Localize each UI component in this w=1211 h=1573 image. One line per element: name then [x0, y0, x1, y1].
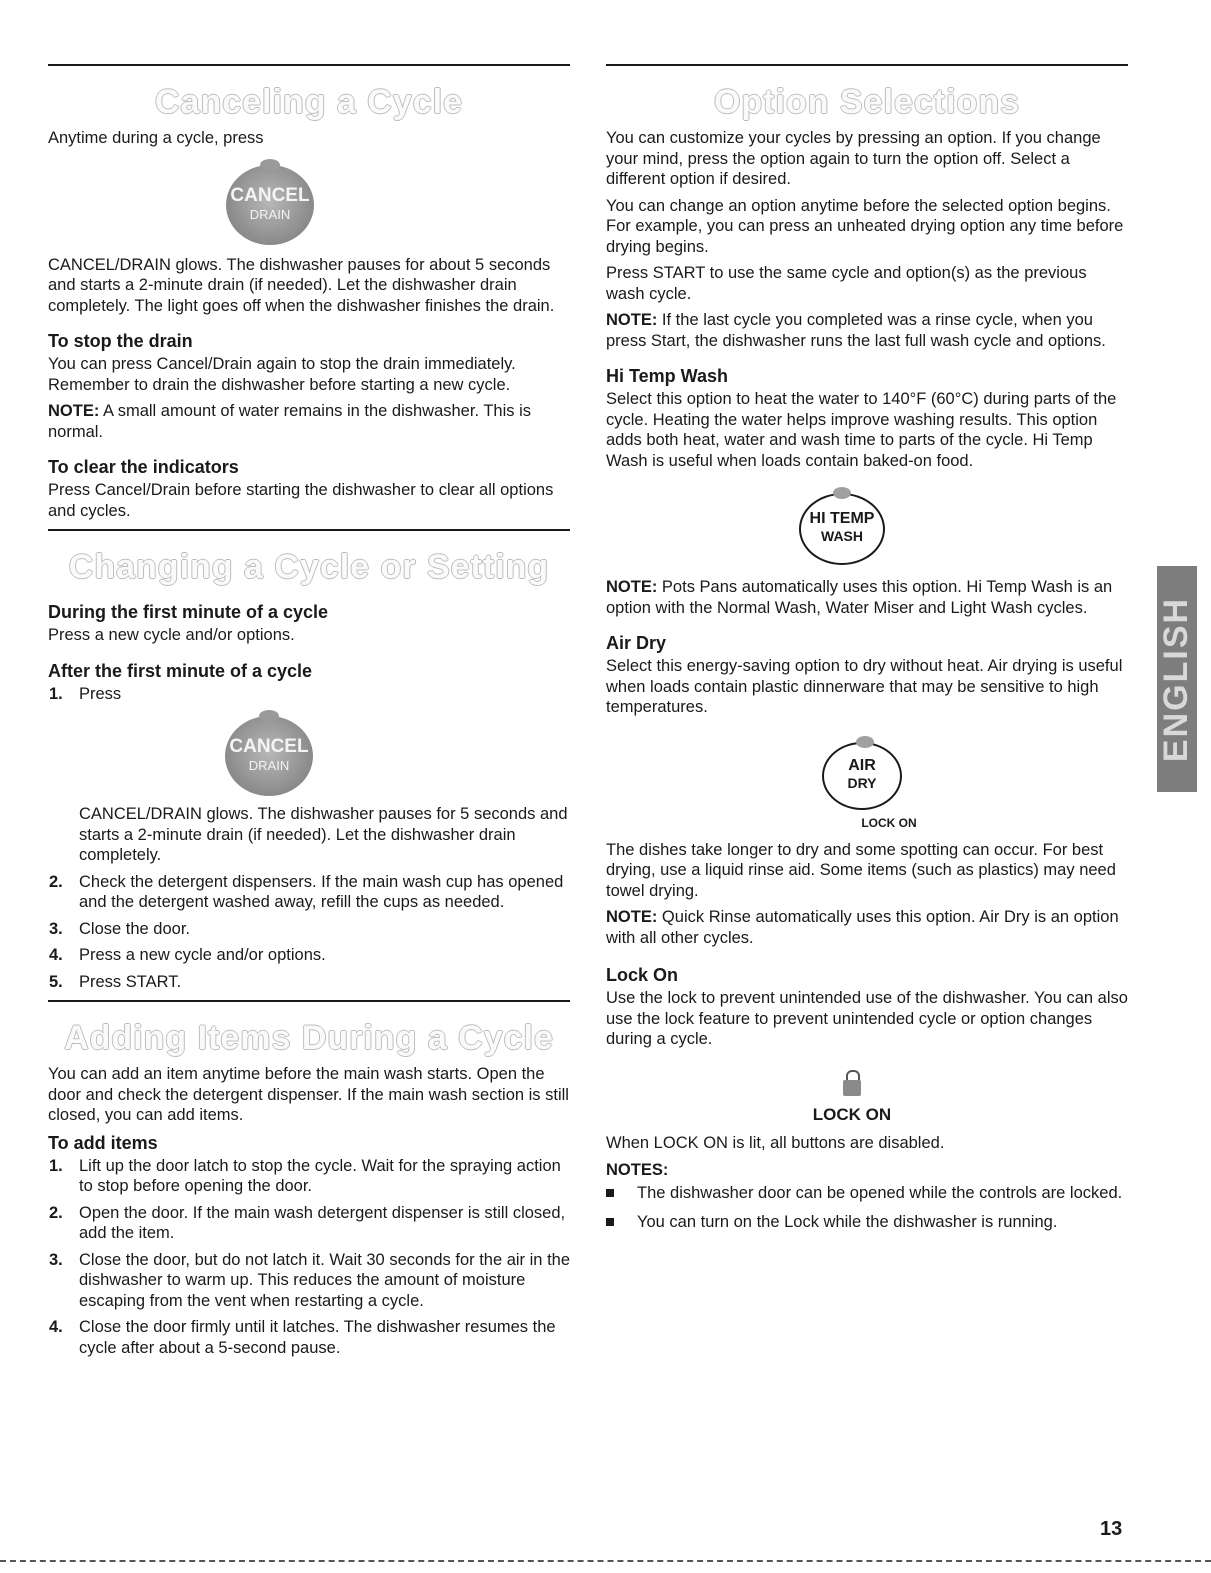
air-dry-note [606, 907, 1128, 948]
air-dry-heading: Air Dry [606, 633, 667, 653]
side-tab-label: ENGLISH [1157, 596, 1196, 762]
section-rule [48, 64, 570, 66]
clear-indicators-body: Press Cancel/Drain before starting the dishwasher to clear all options and cycles. [48, 481, 554, 520]
button-label-line1: AIR [848, 756, 876, 774]
language-side-tab [1157, 566, 1197, 792]
step-text: Check the detergent dispensers. If the main wash cup has opened and the detergent washed away, refill the cups as needed. [79, 872, 564, 911]
step-text: Press START. [79, 972, 182, 991]
step-number: 2. [49, 872, 63, 891]
cancel-note [48, 401, 570, 442]
step-text: Close the door firmly until it latches. The dishwasher resumes the cycle after about a 5-second pause. [79, 1318, 556, 1357]
list-item [48, 872, 570, 913]
cancel-body: CANCEL/DRAIN glows. The dishwasher pauses for about 5 seconds and starts a 2-minute drain (if needed). Let the dishwasher drain completely. The light goes off when the dishwasher finishes the drain. [48, 255, 555, 315]
section-title-adding: Adding Items During a Cycle [64, 1019, 554, 1057]
note-label: NOTE: [606, 578, 658, 596]
cancel-drain-button [225, 716, 313, 796]
lock-icon-wrap [576, 1070, 1128, 1101]
first-minute-body: Press a new cycle and/or options. [48, 626, 295, 644]
change-steps [48, 684, 570, 705]
stop-drain-body: You can press Cancel/Drain again to stop the drain immediately. Remember to drain the dishwasher before starting a new cycle. [48, 355, 516, 394]
hi-temp-note [606, 577, 1128, 618]
after-first-minute-heading: After the first minute of a cycle [48, 660, 313, 681]
lock-on-body: Use the lock to prevent unintended use of the dishwasher. You can also use the lock feature to prevent unintended cycle or option changes during a cycle. [606, 989, 1128, 1048]
change-steps-continued [48, 872, 570, 993]
list-item [48, 1250, 570, 1312]
air-dry-button [822, 742, 902, 810]
note-label: NOTE: [606, 908, 658, 926]
step-text: Press a new cycle and/or options. [79, 946, 326, 964]
cancel-drain-button-figure [48, 165, 570, 245]
indicator-light-icon [259, 710, 279, 722]
note-text: You can turn on the Lock while the dishwasher is running. [637, 1212, 1058, 1231]
air-dry-body-2: The dishes take longer to dry and some spotting can occur. For best drying, use a liquid rinse aid. Some items (such as plastics) may need towel drying. [606, 840, 1116, 900]
options-paragraph-1: You can customize your cycles by pressing an option. If you change your mind, press the option again to turn the option off. Select a different option if desired. [606, 129, 1101, 188]
button-label-line2: WASH [821, 528, 863, 544]
left-column [48, 64, 570, 1366]
note-label: NOTE: [48, 402, 100, 420]
lock-icon [843, 1070, 861, 1096]
note-text: The dishwasher door can be opened while the controls are locked. [637, 1184, 1123, 1202]
step-number: 5. [49, 972, 63, 991]
list-item [48, 919, 570, 940]
list-item [48, 972, 570, 993]
note-body: Pots Pans automatically uses this option. Hi Temp Wash is an option with the Normal Wash, Water Miser and Light Wash cycles. [606, 578, 1113, 617]
cancel-intro: Anytime during a cycle, press [48, 129, 264, 147]
step-number: 3. [49, 1250, 63, 1269]
adding-steps [48, 1156, 570, 1359]
options-note [606, 310, 1128, 351]
stop-drain-heading: To stop the drain [48, 331, 193, 351]
air-dry-button-figure [606, 742, 1128, 830]
button-label-line2: DRAIN [248, 758, 290, 773]
bullet-square-icon [606, 1189, 614, 1197]
section-rule [48, 529, 570, 531]
right-column [606, 64, 1128, 1240]
notes-list [606, 1183, 1128, 1232]
add-items-heading: To add items [48, 1132, 158, 1153]
hi-temp-wash-body: Select this option to heat the water to 140°F (60°C) during parts of the cycle. Heating the water helps improve washing results. This option adds both heat, water and wash time to parts of the cycle. Hi Temp Wash is useful when loads contain baked-on food. [606, 390, 1117, 470]
list-item [48, 1317, 570, 1358]
cancel-drain-button-figure [48, 716, 570, 796]
lock-on-label: LOCK ON [812, 1104, 892, 1124]
step-number: 1. [49, 684, 63, 703]
lock-on-caption: LOCK ON [861, 815, 917, 830]
section-title-changing: Changing a Cycle or Setting [68, 548, 550, 586]
section-rule [606, 64, 1128, 66]
step-number: 1. [49, 1156, 63, 1175]
adding-intro: You can add an item anytime before the main wash starts. Open the door and check the detergent dispenser. If the main wash section is still closed, you can add items. [48, 1065, 569, 1124]
note-body: A small amount of water remains in the dishwasher. This is normal. [48, 402, 531, 441]
button-label-line1: CANCEL [229, 736, 309, 757]
notes-heading: NOTES: [606, 1161, 669, 1179]
button-label-line2: DRY [847, 774, 877, 791]
list-item [48, 1203, 570, 1244]
list-item [606, 1183, 1128, 1204]
step-text: Close the door. [79, 919, 190, 938]
options-paragraph-2: You can change an option anytime before the selected option begins. For example, you can press an unheated drying option any time before drying begins. [606, 196, 1124, 256]
section-rule [48, 1000, 570, 1002]
first-minute-heading: During the first minute of a cycle [48, 602, 329, 622]
air-dry-body: Select this energy-saving option to dry without heat. Air drying is useful when loads contain plastic dinnerware that may be sensitive to high temperatures. [606, 657, 1123, 716]
step-number: 2. [49, 1203, 63, 1222]
step-number: 4. [49, 946, 63, 964]
indicator-light-icon [260, 159, 280, 171]
list-item [48, 1156, 570, 1197]
list-item [606, 1212, 1128, 1233]
note-body: Quick Rinse automatically uses this option. Air Dry is an option with all other cycles. [606, 908, 1119, 947]
indicator-light-icon [833, 487, 851, 499]
button-label-line1: HI TEMP [809, 510, 875, 527]
step-text: Press [79, 684, 122, 703]
lock-on-figure [606, 1070, 1128, 1125]
step1-body: CANCEL/DRAIN glows. The dishwasher pauses for 5 seconds and starts a 2-minute drain (if needed). Let the dishwasher drain completely. [79, 805, 568, 864]
clear-indicators-heading: To clear the indicators [48, 457, 239, 477]
hi-temp-wash-heading: Hi Temp Wash [606, 366, 729, 386]
list-item [48, 684, 570, 705]
step-text: Close the door, but do not latch it. Wait 30 seconds for the air in the dishwasher to warm up. This reduces the amount of moisture escaping from the vent when restarting a cycle. [79, 1250, 571, 1310]
section-title-canceling: Canceling a Cycle [154, 83, 463, 121]
indicator-light-icon [856, 736, 874, 748]
step-text: Lift up the door latch to stop the cycle. Wait for the spraying action to stop before opening the door. [79, 1156, 561, 1195]
step-number: 4. [49, 1318, 63, 1336]
note-label: NOTE: [606, 311, 658, 329]
step-text: Open the door. If the main wash detergent dispenser is still closed, add the item. [79, 1203, 566, 1242]
hi-temp-button-figure [606, 493, 1128, 565]
options-paragraph-3: Press START to use the same cycle and option(s) as the previous wash cycle. [606, 264, 1087, 303]
page-number: 13 [1100, 1518, 1123, 1540]
button-label-line1: CANCEL [230, 184, 310, 206]
section-title-options: Option Selections [713, 83, 1021, 121]
step-number: 3. [49, 919, 63, 938]
lock-on-heading: Lock On [606, 965, 679, 985]
bullet-square-icon [606, 1218, 614, 1226]
button-label-line2: DRAIN [249, 206, 291, 222]
cancel-drain-button [226, 165, 314, 245]
hi-temp-wash-button [799, 493, 885, 565]
bottom-edge-dashes [0, 1560, 1211, 1562]
list-item [48, 945, 570, 966]
lock-on-lit-text: When LOCK ON is lit, all buttons are disabled. [606, 1133, 945, 1152]
note-body: If the last cycle you completed was a rinse cycle, when you press Start, the dishwasher runs the last full wash cycle and options. [606, 311, 1106, 350]
